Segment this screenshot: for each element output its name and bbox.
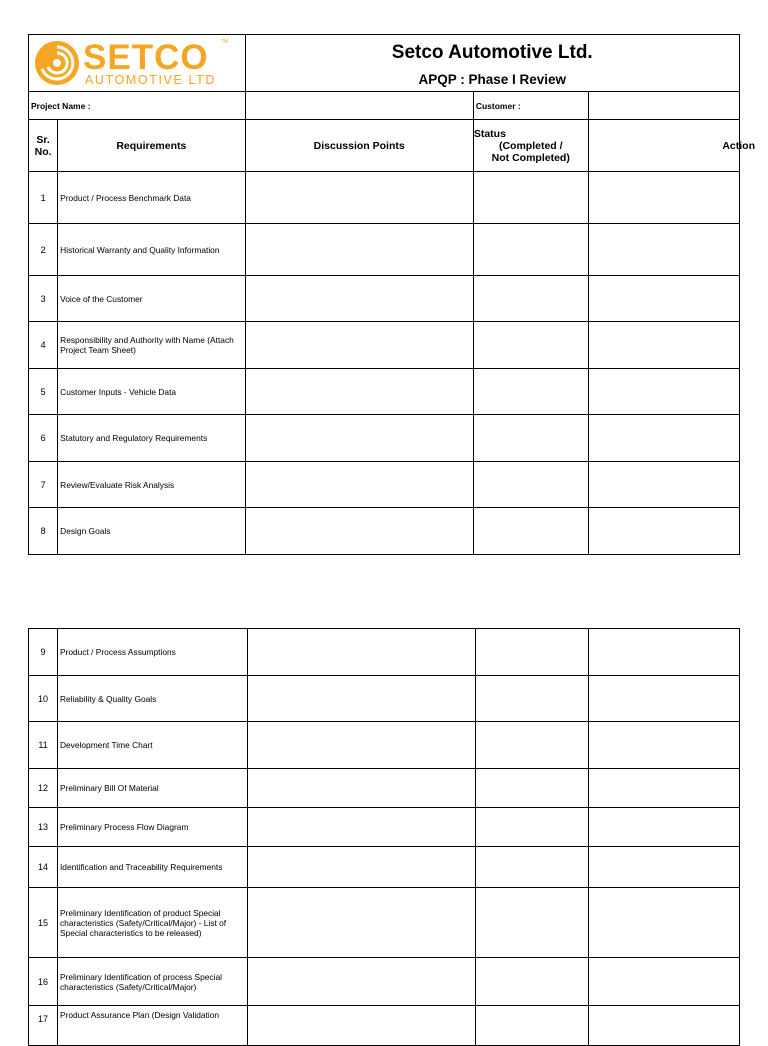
status-cell[interactable] [475, 1006, 588, 1046]
status-cell[interactable] [473, 369, 588, 415]
discussion-cell[interactable] [245, 322, 473, 369]
row-requirement: Historical Warranty and Quality Information [58, 224, 245, 276]
row-number: 8 [29, 508, 58, 555]
action-cell[interactable] [588, 1006, 739, 1046]
action-cell[interactable] [588, 847, 739, 888]
action-cell[interactable] [588, 769, 739, 808]
discussion-cell[interactable] [247, 847, 475, 888]
row-number: 13 [29, 808, 58, 847]
setco-swirl-icon [33, 39, 81, 87]
row-requirement: Preliminary Process Flow Diagram [57, 808, 247, 847]
table-row [29, 808, 740, 847]
status-cell[interactable] [475, 958, 588, 1006]
col-sr-no: Sr. No. [29, 120, 58, 172]
company-name: Setco Automotive Ltd. [391, 41, 593, 63]
customer-field[interactable] [588, 92, 739, 120]
status-cell[interactable] [473, 276, 588, 322]
action-cell[interactable] [588, 322, 739, 369]
row-number: 10 [29, 676, 58, 722]
row-requirement: Reliability & Quality Goals [57, 676, 247, 722]
status-cell[interactable] [475, 847, 588, 888]
discussion-cell[interactable] [247, 888, 475, 958]
status-cell[interactable] [473, 415, 588, 462]
action-cell[interactable] [588, 888, 739, 958]
row-number: 3 [29, 276, 58, 322]
status-cell[interactable] [475, 769, 588, 808]
status-cell[interactable] [473, 508, 588, 555]
project-name-field[interactable] [245, 92, 473, 120]
row-number: 16 [29, 958, 58, 1006]
action-cell[interactable] [588, 172, 739, 224]
row-requirement: Development Time Chart [57, 722, 247, 769]
row-requirement: Product Assurance Plan (Design Validation [57, 1006, 247, 1046]
discussion-cell[interactable] [245, 508, 473, 555]
row-requirement: Statutory and Regulatory Requirements [58, 415, 245, 462]
table-row [29, 958, 740, 1006]
action-cell[interactable] [588, 462, 739, 508]
row-requirement: Product / Process Benchmark Data [58, 172, 245, 224]
table-row [29, 629, 740, 676]
table-row [29, 722, 740, 769]
status-line3: Not Completed) [491, 151, 570, 164]
status-cell[interactable] [475, 629, 588, 676]
row-number: 4 [29, 322, 58, 369]
row-requirement: Preliminary Bill Of Material [57, 769, 247, 808]
col-action-label: Action [722, 139, 755, 152]
row-number: 6 [29, 415, 58, 462]
action-cell[interactable] [588, 676, 739, 722]
review-table-part1 [28, 34, 755, 555]
table-row [29, 462, 740, 508]
table-row [29, 415, 740, 462]
discussion-cell[interactable] [247, 808, 475, 847]
action-cell[interactable] [588, 224, 739, 276]
action-cell[interactable] [588, 276, 739, 322]
discussion-cell[interactable] [247, 676, 475, 722]
discussion-cell[interactable] [247, 769, 475, 808]
status-line1: Status [473, 127, 506, 140]
action-cell[interactable] [588, 508, 739, 555]
row-requirement: Preliminary Identification of process Special characteristics (Safety/Critical/Major) [57, 958, 247, 1006]
row-number: 1 [29, 172, 58, 224]
discussion-cell[interactable] [247, 722, 475, 769]
status-cell[interactable] [473, 224, 588, 276]
status-line2: (Completed / [498, 139, 563, 152]
action-cell[interactable] [588, 629, 739, 676]
status-cell[interactable] [473, 322, 588, 369]
row-number: 9 [29, 629, 58, 676]
setco-logo [29, 35, 245, 91]
col-status [473, 120, 588, 172]
action-cell[interactable] [588, 958, 739, 1006]
discussion-cell[interactable] [247, 1006, 475, 1046]
row-number: 12 [29, 769, 58, 808]
row-number: 2 [29, 224, 58, 276]
discussion-cell[interactable] [245, 172, 473, 224]
row-requirement: Preliminary Identification of product Special characteristics (Safety/Critical/Major) - List of Special characteristics to be released) [57, 888, 247, 958]
table-row [29, 847, 740, 888]
discussion-cell[interactable] [247, 629, 475, 676]
logo-cell [29, 35, 246, 92]
project-name-label: Project Name : [29, 92, 246, 120]
row-number: 7 [29, 462, 58, 508]
discussion-cell[interactable] [245, 462, 473, 508]
discussion-cell[interactable] [245, 369, 473, 415]
row-number: 17 [29, 1006, 58, 1046]
title-cell [245, 35, 739, 92]
action-cell[interactable] [588, 369, 739, 415]
status-cell[interactable] [473, 172, 588, 224]
row-number: 14 [29, 847, 58, 888]
customer-label: Customer : [473, 92, 588, 120]
col-action [588, 120, 755, 172]
form-subtitle: APQP : Phase I Review [418, 71, 567, 87]
col-requirements: Requirements [58, 120, 245, 172]
row-requirement: Customer Inputs - Vehicle Data [58, 369, 245, 415]
table-row [29, 508, 740, 555]
logo-subtext: AUTOMOTIVE LTD [85, 73, 216, 87]
status-cell[interactable] [475, 808, 588, 847]
row-number: 11 [29, 722, 58, 769]
row-requirement: Voice of the Customer [58, 276, 245, 322]
table-row [29, 322, 740, 369]
status-cell[interactable] [475, 722, 588, 769]
table-row [29, 1006, 740, 1046]
col-discussion-points: Discussion Points [245, 120, 473, 172]
discussion-cell[interactable] [245, 276, 473, 322]
status-cell[interactable] [475, 676, 588, 722]
discussion-cell[interactable] [247, 958, 475, 1006]
review-table-part2 [28, 628, 740, 1046]
row-requirement: Identification and Traceability Requirements [57, 847, 247, 888]
row-requirement: Product / Process Assumptions [57, 629, 247, 676]
row-requirement: Responsibility and Authority with Name (Attach Project Team Sheet) [58, 322, 245, 369]
table-row [29, 172, 740, 224]
table-row [29, 769, 740, 808]
logo-trademark: TM [221, 39, 229, 45]
status-cell[interactable] [475, 888, 588, 958]
status-cell[interactable] [473, 462, 588, 508]
row-number: 15 [29, 888, 58, 958]
row-number: 5 [29, 369, 58, 415]
logo-wordmark: SETCO [83, 38, 209, 77]
row-requirement: Review/Evaluate Risk Analysis [58, 462, 245, 508]
table-row [29, 888, 740, 958]
action-cell[interactable] [588, 722, 739, 769]
table-row [29, 676, 740, 722]
discussion-cell[interactable] [245, 415, 473, 462]
table-row [29, 224, 740, 276]
table-row [29, 369, 740, 415]
action-cell[interactable] [588, 808, 739, 847]
action-cell[interactable] [588, 415, 739, 462]
discussion-cell[interactable] [245, 224, 473, 276]
table-row [29, 276, 740, 322]
row-requirement: Design Goals [58, 508, 245, 555]
